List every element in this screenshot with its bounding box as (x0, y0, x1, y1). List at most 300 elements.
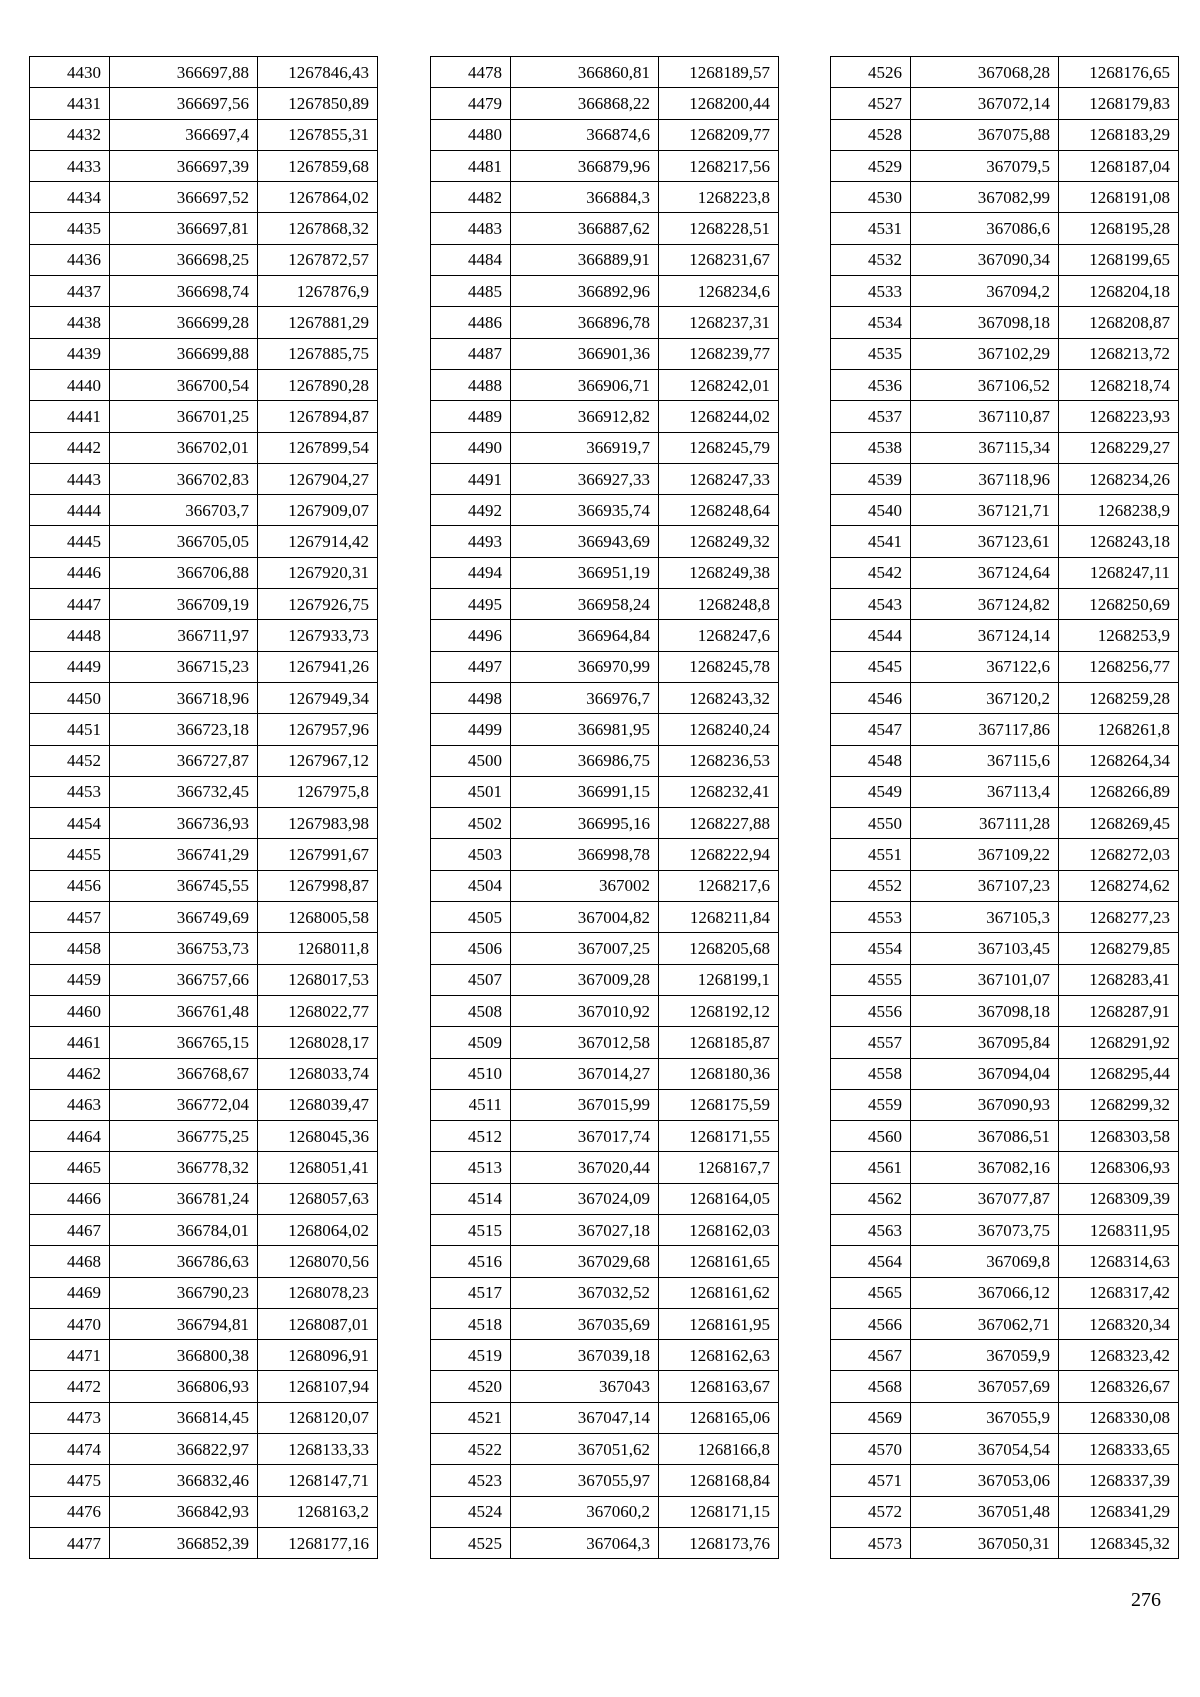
point-number-cell: 4527 (831, 88, 911, 119)
y-coordinate-cell: 1268096,91 (258, 1340, 378, 1371)
table-row (30, 682, 378, 713)
table-row (431, 776, 779, 807)
x-coordinate-cell: 367015,99 (511, 1089, 659, 1120)
point-number-cell: 4558 (831, 1058, 911, 1089)
x-coordinate-cell: 367002 (511, 870, 659, 901)
x-coordinate-cell: 366736,93 (110, 808, 258, 839)
x-coordinate-cell: 367057,69 (911, 1371, 1059, 1402)
x-coordinate-cell: 366768,67 (110, 1058, 258, 1089)
x-coordinate-cell: 366901,36 (511, 338, 659, 369)
x-coordinate-cell: 367109,22 (911, 839, 1059, 870)
table-row (831, 182, 1179, 213)
point-number-cell: 4536 (831, 369, 911, 400)
y-coordinate-cell: 1267975,8 (258, 776, 378, 807)
x-coordinate-cell: 367069,8 (911, 1246, 1059, 1277)
x-coordinate-cell: 366772,04 (110, 1089, 258, 1120)
y-coordinate-cell: 1268223,93 (1059, 401, 1179, 432)
y-coordinate-cell: 1268070,56 (258, 1246, 378, 1277)
table-row (831, 1214, 1179, 1245)
point-number-cell: 4485 (431, 276, 511, 307)
table-row (30, 995, 378, 1026)
table-row (30, 902, 378, 933)
x-coordinate-cell: 367122,6 (911, 651, 1059, 682)
table-row (831, 776, 1179, 807)
x-coordinate-cell: 366761,48 (110, 995, 258, 1026)
y-coordinate-cell: 1268306,93 (1059, 1152, 1179, 1183)
point-number-cell: 4430 (30, 57, 110, 88)
x-coordinate-cell: 366700,54 (110, 369, 258, 400)
y-coordinate-cell: 1268039,47 (258, 1089, 378, 1120)
point-number-cell: 4528 (831, 119, 911, 150)
table-row (30, 1402, 378, 1433)
point-number-cell: 4455 (30, 839, 110, 870)
table-row (831, 1308, 1179, 1339)
coordinates-table-1 (29, 56, 378, 1559)
x-coordinate-cell: 366781,24 (110, 1183, 258, 1214)
y-coordinate-cell: 1267983,98 (258, 808, 378, 839)
x-coordinate-cell: 366868,22 (511, 88, 659, 119)
x-coordinate-cell: 367098,18 (911, 995, 1059, 1026)
point-number-cell: 4515 (431, 1214, 511, 1245)
x-coordinate-cell: 366879,96 (511, 150, 659, 181)
table-row (831, 870, 1179, 901)
y-coordinate-cell: 1268199,1 (659, 964, 779, 995)
x-coordinate-cell: 366745,55 (110, 870, 258, 901)
y-coordinate-cell: 1268337,39 (1059, 1465, 1179, 1496)
x-coordinate-cell: 366935,74 (511, 495, 659, 526)
y-coordinate-cell: 1268223,8 (659, 182, 779, 213)
y-coordinate-cell: 1268345,32 (1059, 1527, 1179, 1558)
point-number-cell: 4495 (431, 589, 511, 620)
table-row (431, 1183, 779, 1214)
table-row (30, 651, 378, 682)
point-number-cell: 4465 (30, 1152, 110, 1183)
point-number-cell: 4442 (30, 432, 110, 463)
table-row (431, 369, 779, 400)
x-coordinate-cell: 367086,51 (911, 1121, 1059, 1152)
table-row (431, 1371, 779, 1402)
point-number-cell: 4534 (831, 307, 911, 338)
y-coordinate-cell: 1268243,18 (1059, 526, 1179, 557)
point-number-cell: 4458 (30, 933, 110, 964)
y-coordinate-cell: 1268168,84 (659, 1465, 779, 1496)
x-coordinate-cell: 367051,48 (911, 1496, 1059, 1527)
point-number-cell: 4487 (431, 338, 511, 369)
x-coordinate-cell: 366697,52 (110, 182, 258, 213)
point-number-cell: 4504 (431, 870, 511, 901)
point-number-cell: 4433 (30, 150, 110, 181)
y-coordinate-cell: 1267904,27 (258, 463, 378, 494)
point-number-cell: 4551 (831, 839, 911, 870)
x-coordinate-cell: 366970,99 (511, 651, 659, 682)
x-coordinate-cell: 367072,14 (911, 88, 1059, 119)
x-coordinate-cell: 366998,78 (511, 839, 659, 870)
table-row (831, 1121, 1179, 1152)
y-coordinate-cell: 1268213,72 (1059, 338, 1179, 369)
x-coordinate-cell: 367077,87 (911, 1183, 1059, 1214)
point-number-cell: 4477 (30, 1527, 110, 1558)
point-number-cell: 4571 (831, 1465, 911, 1496)
x-coordinate-cell: 367123,61 (911, 526, 1059, 557)
x-coordinate-cell: 366790,23 (110, 1277, 258, 1308)
y-coordinate-cell: 1268195,28 (1059, 213, 1179, 244)
point-number-cell: 4505 (431, 902, 511, 933)
y-coordinate-cell: 1268279,85 (1059, 933, 1179, 964)
x-coordinate-cell: 367053,06 (911, 1465, 1059, 1496)
y-coordinate-cell: 1267941,26 (258, 651, 378, 682)
point-number-cell: 4481 (431, 150, 511, 181)
point-number-cell: 4517 (431, 1277, 511, 1308)
point-number-cell: 4434 (30, 182, 110, 213)
table-row (431, 1246, 779, 1277)
table-row (431, 745, 779, 776)
x-coordinate-cell: 367103,45 (911, 933, 1059, 964)
point-number-cell: 4533 (831, 276, 911, 307)
point-number-cell: 4460 (30, 995, 110, 1026)
y-coordinate-cell: 1268120,07 (258, 1402, 378, 1433)
y-coordinate-cell: 1268283,41 (1059, 964, 1179, 995)
x-coordinate-cell: 367111,28 (911, 808, 1059, 839)
table-row (831, 1527, 1179, 1558)
x-coordinate-cell: 367101,07 (911, 964, 1059, 995)
table-row (831, 1465, 1179, 1496)
x-coordinate-cell: 366718,96 (110, 682, 258, 713)
x-coordinate-cell: 366976,7 (511, 682, 659, 713)
x-coordinate-cell: 367106,52 (911, 369, 1059, 400)
table-row (30, 870, 378, 901)
point-number-cell: 4503 (431, 839, 511, 870)
y-coordinate-cell: 1268232,41 (659, 776, 779, 807)
point-number-cell: 4532 (831, 244, 911, 275)
table-row (431, 401, 779, 432)
table-row (831, 745, 1179, 776)
point-number-cell: 4564 (831, 1246, 911, 1277)
point-number-cell: 4459 (30, 964, 110, 995)
table-row (431, 933, 779, 964)
x-coordinate-cell: 366775,25 (110, 1121, 258, 1152)
table-row (431, 839, 779, 870)
x-coordinate-cell: 366919,7 (511, 432, 659, 463)
table-row (831, 1183, 1179, 1214)
point-number-cell: 4479 (431, 88, 511, 119)
y-coordinate-cell: 1267855,31 (258, 119, 378, 150)
y-coordinate-cell: 1268045,36 (258, 1121, 378, 1152)
point-number-cell: 4473 (30, 1402, 110, 1433)
y-coordinate-cell: 1268245,78 (659, 651, 779, 682)
table-row (431, 714, 779, 745)
point-number-cell: 4554 (831, 933, 911, 964)
table-row (831, 933, 1179, 964)
table-row (431, 651, 779, 682)
x-coordinate-cell: 366887,62 (511, 213, 659, 244)
x-coordinate-cell: 366964,84 (511, 620, 659, 651)
point-number-cell: 4541 (831, 526, 911, 557)
y-coordinate-cell: 1267885,75 (258, 338, 378, 369)
table-row (30, 776, 378, 807)
table-row (831, 1277, 1179, 1308)
y-coordinate-cell: 1268064,02 (258, 1214, 378, 1245)
table-row (831, 1434, 1179, 1465)
y-coordinate-cell: 1268180,36 (659, 1058, 779, 1089)
point-number-cell: 4513 (431, 1152, 511, 1183)
point-number-cell: 4546 (831, 682, 911, 713)
x-coordinate-cell: 366906,71 (511, 369, 659, 400)
y-coordinate-cell: 1268185,87 (659, 1027, 779, 1058)
point-number-cell: 4457 (30, 902, 110, 933)
x-coordinate-cell: 366889,91 (511, 244, 659, 275)
point-number-cell: 4476 (30, 1496, 110, 1527)
y-coordinate-cell: 1268247,6 (659, 620, 779, 651)
x-coordinate-cell: 367004,82 (511, 902, 659, 933)
table-row (30, 1465, 378, 1496)
table-row (30, 213, 378, 244)
table-row (431, 150, 779, 181)
x-coordinate-cell: 366699,28 (110, 307, 258, 338)
y-coordinate-cell: 1268200,44 (659, 88, 779, 119)
x-coordinate-cell: 367082,99 (911, 182, 1059, 213)
y-coordinate-cell: 1267914,42 (258, 526, 378, 557)
x-coordinate-cell: 367075,88 (911, 119, 1059, 150)
y-coordinate-cell: 1268228,51 (659, 213, 779, 244)
y-coordinate-cell: 1268192,12 (659, 995, 779, 1026)
y-coordinate-cell: 1268166,8 (659, 1434, 779, 1465)
table-row (30, 1527, 378, 1558)
table-row (30, 526, 378, 557)
y-coordinate-cell: 1268163,2 (258, 1496, 378, 1527)
x-coordinate-cell: 366951,19 (511, 557, 659, 588)
table-row (431, 870, 779, 901)
y-coordinate-cell: 1268087,01 (258, 1308, 378, 1339)
x-coordinate-cell: 367090,34 (911, 244, 1059, 275)
table-row (30, 401, 378, 432)
point-number-cell: 4566 (831, 1308, 911, 1339)
table-row (831, 57, 1179, 88)
x-coordinate-cell: 366703,7 (110, 495, 258, 526)
point-number-cell: 4537 (831, 401, 911, 432)
y-coordinate-cell: 1268287,91 (1059, 995, 1179, 1026)
point-number-cell: 4547 (831, 714, 911, 745)
x-coordinate-cell: 367017,74 (511, 1121, 659, 1152)
table-row (831, 557, 1179, 588)
y-coordinate-cell: 1268243,32 (659, 682, 779, 713)
y-coordinate-cell: 1268247,11 (1059, 557, 1179, 588)
point-number-cell: 4520 (431, 1371, 511, 1402)
y-coordinate-cell: 1268161,62 (659, 1277, 779, 1308)
x-coordinate-cell: 367124,82 (911, 589, 1059, 620)
table-row (831, 1152, 1179, 1183)
table-row (30, 276, 378, 307)
table-row (30, 839, 378, 870)
table-row (831, 714, 1179, 745)
table-row (831, 463, 1179, 494)
table-row (30, 495, 378, 526)
table-row (30, 1058, 378, 1089)
x-coordinate-cell: 367095,84 (911, 1027, 1059, 1058)
table-row (431, 119, 779, 150)
point-number-cell: 4516 (431, 1246, 511, 1277)
x-coordinate-cell: 367014,27 (511, 1058, 659, 1089)
table-row (431, 995, 779, 1026)
x-coordinate-cell: 366852,39 (110, 1527, 258, 1558)
point-number-cell: 4499 (431, 714, 511, 745)
point-number-cell: 4496 (431, 620, 511, 651)
point-number-cell: 4555 (831, 964, 911, 995)
table-row (831, 1496, 1179, 1527)
x-coordinate-cell: 366892,96 (511, 276, 659, 307)
table-row (431, 213, 779, 244)
point-number-cell: 4453 (30, 776, 110, 807)
x-coordinate-cell: 366806,93 (110, 1371, 258, 1402)
y-coordinate-cell: 1267920,31 (258, 557, 378, 588)
x-coordinate-cell: 366943,69 (511, 526, 659, 557)
table-row (30, 1089, 378, 1120)
y-coordinate-cell: 1268238,9 (1059, 495, 1179, 526)
y-coordinate-cell: 1268164,05 (659, 1183, 779, 1214)
y-coordinate-cell: 1268320,34 (1059, 1308, 1179, 1339)
y-coordinate-cell: 1268187,04 (1059, 150, 1179, 181)
point-number-cell: 4467 (30, 1214, 110, 1245)
x-coordinate-cell: 366814,45 (110, 1402, 258, 1433)
point-number-cell: 4493 (431, 526, 511, 557)
point-number-cell: 4573 (831, 1527, 911, 1558)
table-row (30, 244, 378, 275)
point-number-cell: 4523 (431, 1465, 511, 1496)
table-row (831, 964, 1179, 995)
point-number-cell: 4437 (30, 276, 110, 307)
y-coordinate-cell: 1267894,87 (258, 401, 378, 432)
point-number-cell: 4435 (30, 213, 110, 244)
x-coordinate-cell: 367090,93 (911, 1089, 1059, 1120)
point-number-cell: 4538 (831, 432, 911, 463)
table-row (831, 1058, 1179, 1089)
y-coordinate-cell: 1268249,32 (659, 526, 779, 557)
y-coordinate-cell: 1268314,63 (1059, 1246, 1179, 1277)
y-coordinate-cell: 1268017,53 (258, 964, 378, 995)
y-coordinate-cell: 1268256,77 (1059, 651, 1179, 682)
y-coordinate-cell: 1267991,67 (258, 839, 378, 870)
x-coordinate-cell: 367054,54 (911, 1434, 1059, 1465)
y-coordinate-cell: 1268204,18 (1059, 276, 1179, 307)
x-coordinate-cell: 367064,3 (511, 1527, 659, 1558)
table-row (831, 589, 1179, 620)
y-coordinate-cell: 1268229,27 (1059, 432, 1179, 463)
point-number-cell: 4490 (431, 432, 511, 463)
y-coordinate-cell: 1268330,08 (1059, 1402, 1179, 1433)
y-coordinate-cell: 1268236,53 (659, 745, 779, 776)
x-coordinate-cell: 367102,29 (911, 338, 1059, 369)
x-coordinate-cell: 367051,62 (511, 1434, 659, 1465)
y-coordinate-cell: 1267933,73 (258, 620, 378, 651)
y-coordinate-cell: 1268028,17 (258, 1027, 378, 1058)
point-number-cell: 4559 (831, 1089, 911, 1120)
y-coordinate-cell: 1268311,95 (1059, 1214, 1179, 1245)
y-coordinate-cell: 1268217,56 (659, 150, 779, 181)
table-row (431, 495, 779, 526)
point-number-cell: 4448 (30, 620, 110, 651)
y-coordinate-cell: 1267957,96 (258, 714, 378, 745)
x-coordinate-cell: 367086,6 (911, 213, 1059, 244)
y-coordinate-cell: 1268171,55 (659, 1121, 779, 1152)
x-coordinate-cell: 367110,87 (911, 401, 1059, 432)
x-coordinate-cell: 367079,5 (911, 150, 1059, 181)
point-number-cell: 4512 (431, 1121, 511, 1152)
x-coordinate-cell: 366995,16 (511, 808, 659, 839)
point-number-cell: 4440 (30, 369, 110, 400)
point-number-cell: 4489 (431, 401, 511, 432)
point-number-cell: 4567 (831, 1340, 911, 1371)
table-row (431, 276, 779, 307)
table-row (431, 182, 779, 213)
table-row (30, 57, 378, 88)
table-row (431, 964, 779, 995)
point-number-cell: 4500 (431, 745, 511, 776)
y-coordinate-cell: 1267872,57 (258, 244, 378, 275)
table-row (431, 1434, 779, 1465)
y-coordinate-cell: 1267998,87 (258, 870, 378, 901)
x-coordinate-cell: 367059,9 (911, 1340, 1059, 1371)
table-row (831, 1371, 1179, 1402)
x-coordinate-cell: 367120,2 (911, 682, 1059, 713)
table-row (431, 1027, 779, 1058)
y-coordinate-cell: 1268199,65 (1059, 244, 1179, 275)
point-number-cell: 4557 (831, 1027, 911, 1058)
point-number-cell: 4451 (30, 714, 110, 745)
table-row (431, 432, 779, 463)
y-coordinate-cell: 1268245,79 (659, 432, 779, 463)
table-row (831, 902, 1179, 933)
y-coordinate-cell: 1268317,42 (1059, 1277, 1179, 1308)
y-coordinate-cell: 1268239,77 (659, 338, 779, 369)
table-row (431, 1308, 779, 1339)
y-coordinate-cell: 1267846,43 (258, 57, 378, 88)
y-coordinate-cell: 1268250,69 (1059, 589, 1179, 620)
point-number-cell: 4514 (431, 1183, 511, 1214)
point-number-cell: 4461 (30, 1027, 110, 1058)
y-coordinate-cell: 1268237,31 (659, 307, 779, 338)
point-number-cell: 4497 (431, 651, 511, 682)
point-number-cell: 4474 (30, 1434, 110, 1465)
point-number-cell: 4563 (831, 1214, 911, 1245)
table-row (30, 745, 378, 776)
x-coordinate-cell: 367027,18 (511, 1214, 659, 1245)
x-coordinate-cell: 367068,28 (911, 57, 1059, 88)
y-coordinate-cell: 1267967,12 (258, 745, 378, 776)
y-coordinate-cell: 1268209,77 (659, 119, 779, 150)
table-row (30, 933, 378, 964)
y-coordinate-cell: 1268217,6 (659, 870, 779, 901)
x-coordinate-cell: 366697,88 (110, 57, 258, 88)
x-coordinate-cell: 366786,63 (110, 1246, 258, 1277)
x-coordinate-cell: 367020,44 (511, 1152, 659, 1183)
y-coordinate-cell: 1268179,83 (1059, 88, 1179, 119)
x-coordinate-cell: 367105,3 (911, 902, 1059, 933)
x-coordinate-cell: 367115,6 (911, 745, 1059, 776)
y-coordinate-cell: 1268147,71 (258, 1465, 378, 1496)
table-row (30, 432, 378, 463)
point-number-cell: 4526 (831, 57, 911, 88)
point-number-cell: 4484 (431, 244, 511, 275)
y-coordinate-cell: 1268248,8 (659, 589, 779, 620)
y-coordinate-cell: 1268249,38 (659, 557, 779, 588)
table-row (431, 307, 779, 338)
x-coordinate-cell: 367035,69 (511, 1308, 659, 1339)
point-number-cell: 4443 (30, 463, 110, 494)
x-coordinate-cell: 367073,75 (911, 1214, 1059, 1245)
x-coordinate-cell: 367047,14 (511, 1402, 659, 1433)
y-coordinate-cell: 1267926,75 (258, 589, 378, 620)
table-row (30, 1496, 378, 1527)
x-coordinate-cell: 366986,75 (511, 745, 659, 776)
